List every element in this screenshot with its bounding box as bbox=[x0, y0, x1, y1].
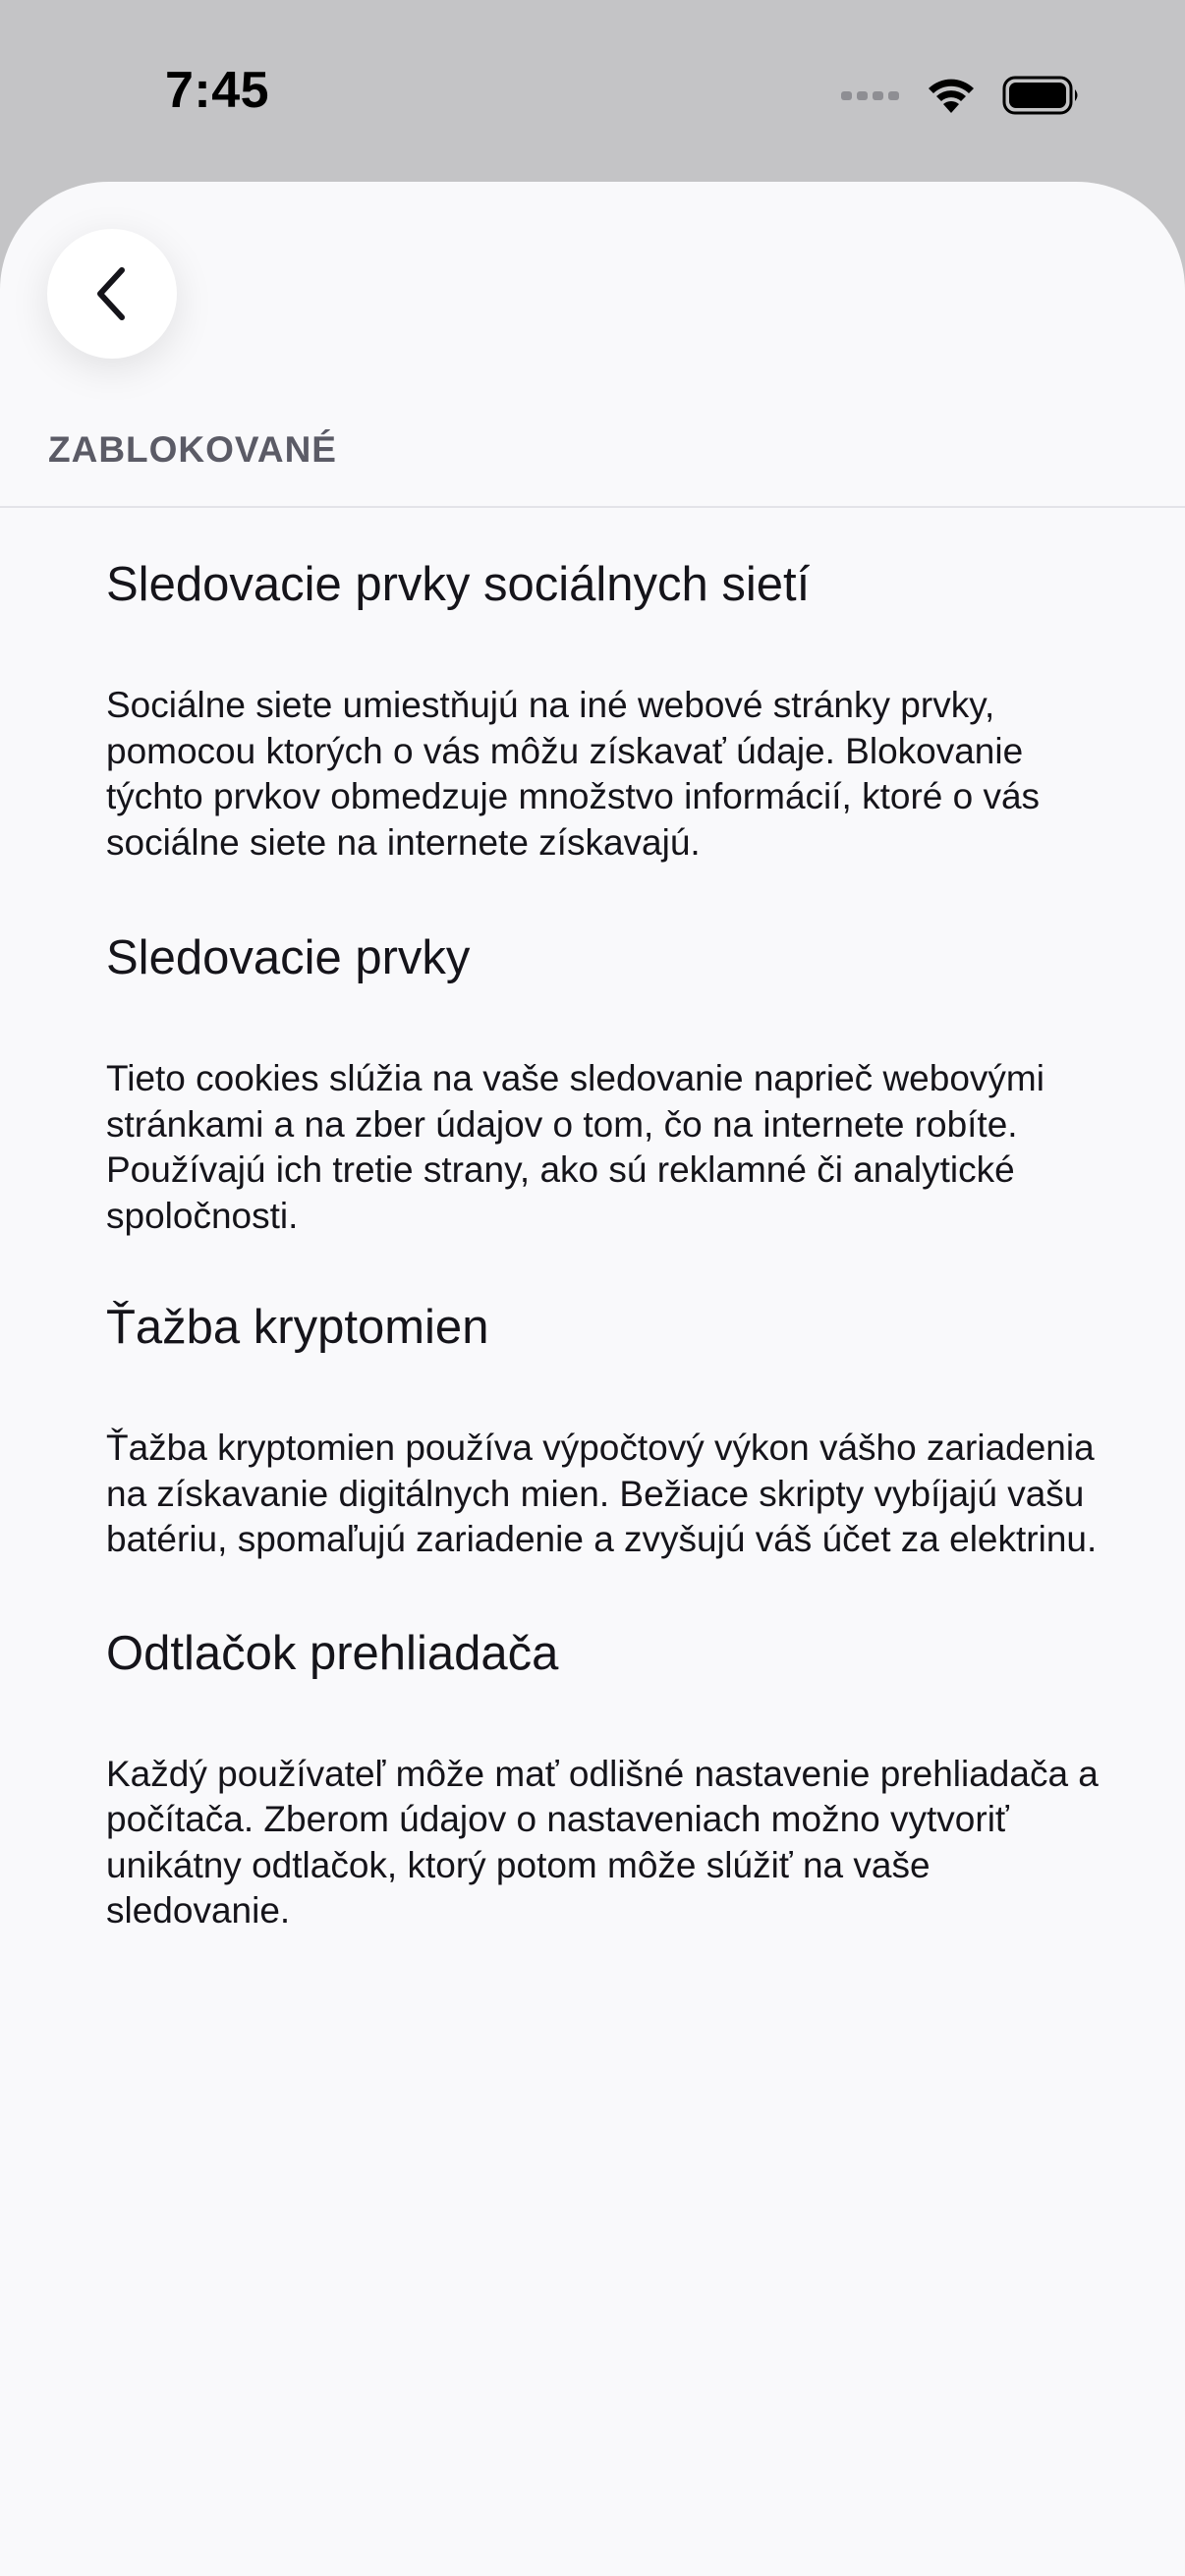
item-description: Každý používateľ môže mať odlišné nastavenie prehliadača a počítača. Zberom údajov o nastaveniach možno vytvoriť unikátny odtlačok, ktorý potom môže slúžiť na vaše sledovanie. bbox=[106, 1753, 1099, 1931]
list-item bbox=[106, 928, 1099, 1239]
item-title: Ťažba kryptomien bbox=[106, 1301, 489, 1354]
list-item bbox=[106, 1624, 1099, 1934]
status-icons bbox=[841, 71, 1081, 120]
status-time: 7:45 bbox=[165, 62, 270, 119]
item-title: Sledovacie prvky bbox=[106, 931, 471, 984]
wifi-icon bbox=[926, 76, 977, 115]
back-button[interactable] bbox=[47, 229, 177, 359]
section-header: ZABLOKOVANÉ bbox=[48, 429, 337, 470]
blocked-list bbox=[106, 555, 1099, 1934]
cellular-signal-icon bbox=[841, 88, 900, 102]
status-bar bbox=[0, 0, 1185, 182]
battery-icon bbox=[1002, 76, 1081, 115]
divider bbox=[0, 506, 1185, 508]
item-description: Sociálne siete umiestňujú na iné webové stránky prvky, pomocou ktorých o vás môžu získavať údaje. Blokovanie týchto prvkov obmedzuje množstvo informácií, ktoré o vás sociálne siete na internete získavajú. bbox=[106, 685, 1041, 863]
item-description: Ťažba kryptomien používa výpočtový výkon vášho zariadenia na získavanie digitálnych mien. Bežiace skripty vybíjajú vašu batériu, spomaľujú zariadenie a zvyšujú váš účet za elektrinu. bbox=[106, 1428, 1098, 1559]
list-item bbox=[106, 1298, 1099, 1563]
list-item bbox=[106, 555, 1099, 866]
item-description: Tieto cookies slúžia na vaše sledovanie naprieč webovými stránkami a na zber údajov o tom, čo na internete robíte. Používajú ich tretie strany, ako sú reklamné či analytické spoločnosti. bbox=[106, 1058, 1044, 1236]
chevron-left-icon bbox=[92, 264, 132, 323]
item-title: Odtlačok prehliadača bbox=[106, 1626, 559, 1680]
content-sheet bbox=[0, 182, 1185, 2576]
item-title: Sledovacie prvky sociálnych sietí bbox=[106, 558, 811, 611]
